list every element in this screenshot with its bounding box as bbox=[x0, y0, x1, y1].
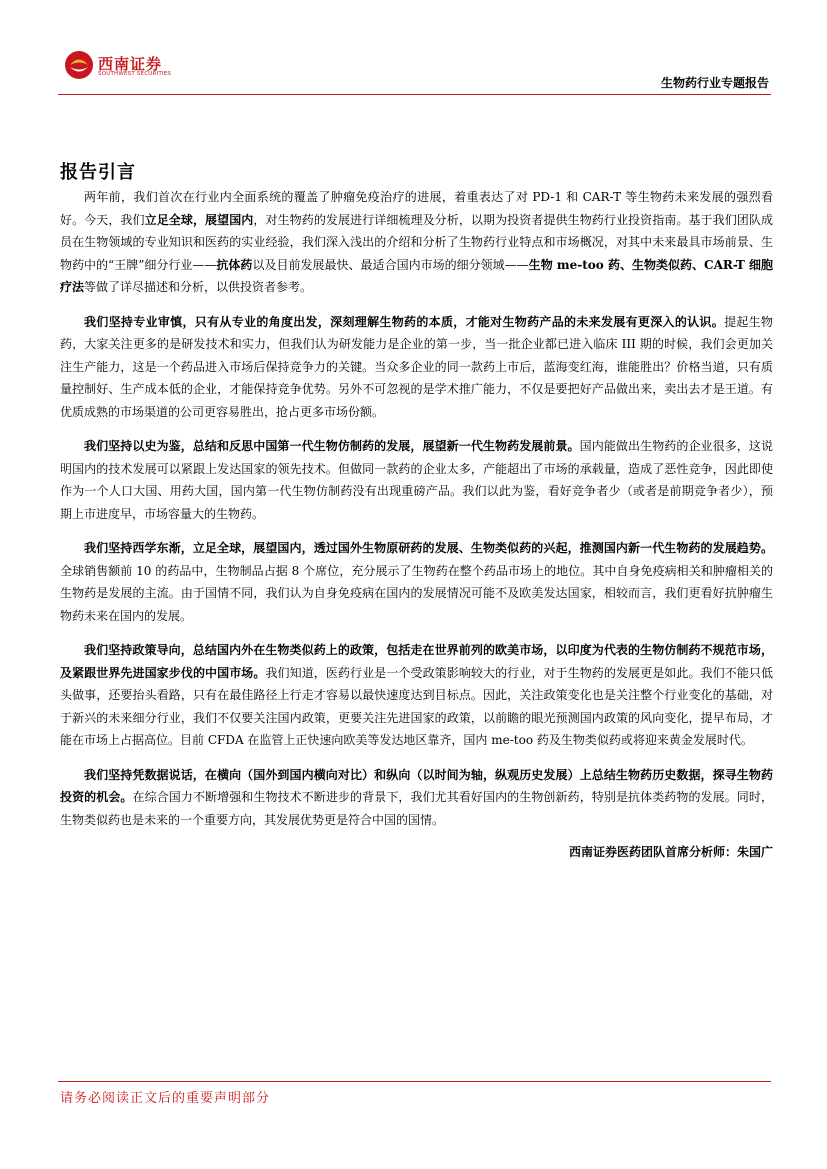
paragraph bbox=[60, 311, 773, 424]
emphasis-text: 我们坚持专业审慎，只有从专业的角度出发，深刻理解生物药的本质，才能对生物药产品的未来发展有更深入的认识。 bbox=[84, 314, 725, 329]
body-text: 国内能做出生物药的企业很多，这说明国内的技术发展可以紧跟上发达国家的领先技术。但做同一款药的企业太多，产能超出了市场的承载量，造成了恶性竞争，因此即使作为一个人口大国、用药大国，国内第一代生物仿制药没有出现重磅产品。我们以此为鉴，看好竞争者少（或者是前期竞争者少），预期上市进度早，市场容量大的生物药。 bbox=[60, 439, 773, 521]
paragraph bbox=[60, 639, 773, 752]
body-text: 我们知道，医药行业是一个受政策影响较大的行业，对于生物药的发展更是如此。我们不能只低头做事，还要抬头看路，只有在最佳路径上行走才容易以最快速度达到目标点。因此，关注政策变化也是关注整个行业变化的基础，对于新兴的未来细分行业，我们不仅要关注国内政策，更要关注先进国家的政策，以前瞻的眼光预测国内政策的风向变化，提早布局，才能在市场上占据高位。目前 CFDA 在监管上正快速向欧美等发达地区靠齐，国内 me-too 药及生物类似药或将迎来黄金发展时代。 bbox=[60, 665, 773, 747]
emphasis-text: 我们坚持凭数据说话，在横向（国外到国内横向对比）和纵向（以时间为轴，纵观历史发展）上总结生物药历史数据，探寻生物药投资的机会。 bbox=[60, 767, 773, 804]
paragraph bbox=[60, 764, 773, 832]
paragraph bbox=[60, 435, 773, 525]
paragraph bbox=[60, 537, 773, 627]
header-divider bbox=[58, 94, 771, 95]
company-logo bbox=[64, 50, 184, 86]
brand-name-en: SOUTHWEST SECURITIES bbox=[98, 71, 172, 77]
body-text: 全球销售额前 10 的药品中，生物制品占据 8 个席位，充分展示了生物药在整个药品市场上的地位。其中自身免疫病相关和肿瘤相关的生物药是发展的主流。由于国情不同，我们认为自身免疫病在国内的发展情况可能不及欧美发达国家，相较而言，我们更看好抗肿瘤生物药未来在国内的发展。 bbox=[60, 563, 773, 623]
emphasis-text: 立足全球，展望国内 bbox=[144, 212, 254, 227]
section-heading: 报告引言 bbox=[60, 162, 136, 183]
emphasis-text: 我们坚持西学东渐，立足全球，展望国内，透过国外生物原研药的发展、生物类似药的兴起，推测国内新一代生物药的发展趋势。 bbox=[84, 541, 773, 555]
body-text: 等做了详尽描述和分析，以供投资者参考。 bbox=[84, 280, 313, 294]
southwest-securities-logo-icon bbox=[64, 50, 94, 80]
emphasis-text: 生物 me-too 药、生物类似药、CAR-T 细胞疗法 bbox=[60, 257, 773, 294]
analyst-signature: 西南证券医药团队首席分析师：朱国广 bbox=[568, 845, 773, 859]
body-text: ，对生物药的发展进行详细梳理及分析，以期为投资者提供生物药行业投资指南。基于我们团队成员在生物领域的专业知识和医药的实业经验，我们深入浅出的介绍和分析了生物药行业特点和市场概况，对其中未来最具市场前景、生物药中的“王牌”细分行业—— bbox=[60, 212, 773, 272]
report-title: 生物药行业专题报告 bbox=[660, 76, 769, 90]
footer-disclaimer: 请务必阅读正文后的重要声明部分 bbox=[60, 1091, 271, 1106]
emphasis-text: 我们坚持政策导向，总结国内外在生物类似药上的政策，包括走在世界前列的欧美市场，以印度为代表的生物仿制药不规范市场，及紧跟世界先进国家步伐的中国市场。 bbox=[60, 643, 773, 680]
report-body bbox=[60, 186, 773, 860]
emphasis-text: 我们坚持以史为鉴，总结和反思中国第一代生物仿制药的发展，展望新一代生物药发展前景。 bbox=[84, 439, 580, 453]
footer-divider bbox=[58, 1081, 771, 1082]
page-header bbox=[0, 0, 827, 100]
body-text: 两年前，我们首次在行业内全面系统的覆盖了肿瘤免疫治疗的进展，着重表达了对 PD-1 和 CAR-T 等生物药未来发展的强烈看好。今天，我们 bbox=[60, 190, 773, 227]
emphasis-text: 抗体药 bbox=[216, 257, 253, 272]
brand-name-cn: 西南证券 bbox=[98, 55, 163, 73]
body-text: 提起生物药，大家关注更多的是研发技术和实力，但我们认为研发能力是企业的第一步，当一批企业都已进入临床 III 期的时候，我们会更加关注生产能力，这是一个药品进入市场后保持竞争力的关键。当众多企业的同一款药上市后，蓝海变红海，谁能胜出？价格当道，只有质量控制好、生产成本低的企业，才能保持竞争优势。另外不可忽视的是学术推广能力，不仅是要把好产品做出来，卖出去才是王道。有优质成熟的市场渠道的公司更容易胜出，抢占更多市场份额。 bbox=[60, 314, 773, 419]
body-text: 在综合国力不断增强和生物技术不断进步的背景下，我们尤其看好国内的生物创新药，特别是抗体类药物的发展。同时，生物类似药也是未来的一个重要方向，其发展优势更是符合中国的国情。 bbox=[60, 790, 773, 827]
paragraph bbox=[60, 186, 773, 299]
body-text: 以及目前发展最快、最适合国内市场的细分领域—— bbox=[252, 257, 529, 272]
